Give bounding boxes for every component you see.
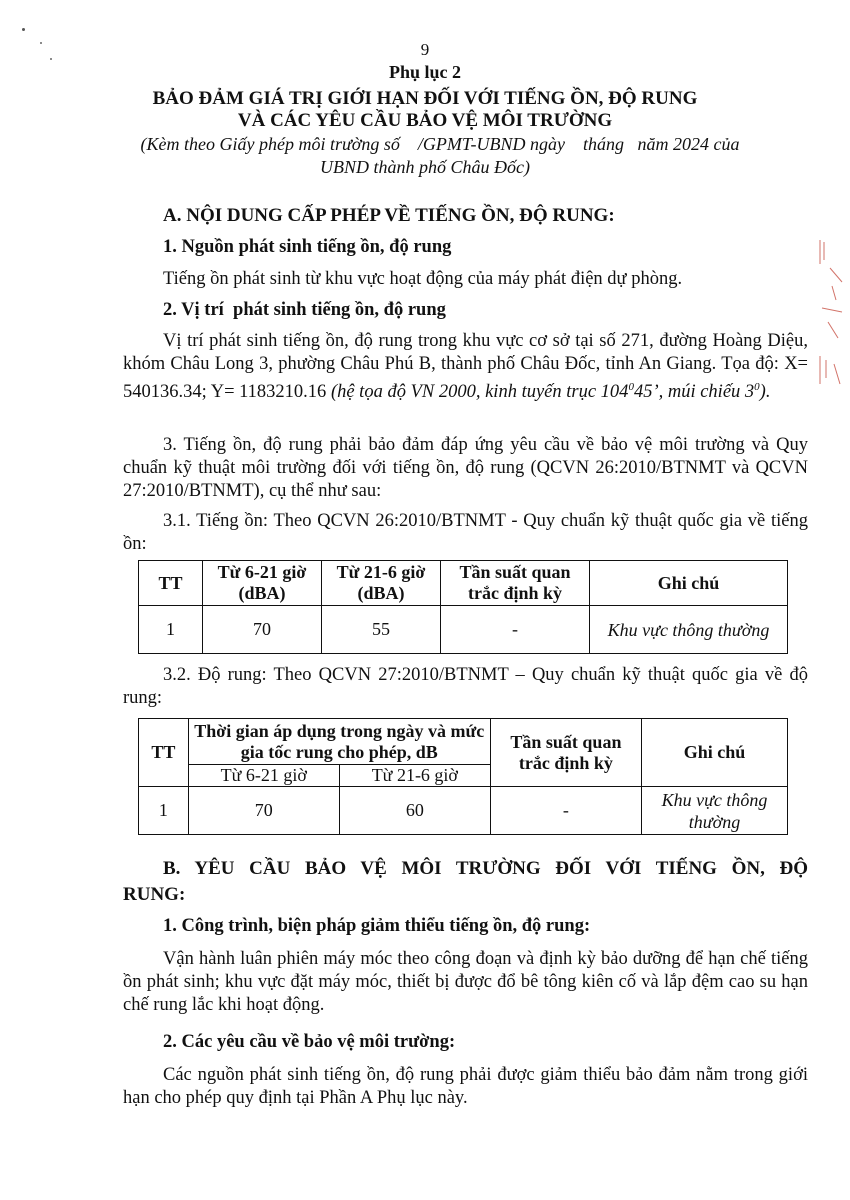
subtitle-line-1: (Kèm theo Giấy phép môi trường số /GPMT-UBND ngày tháng năm 2024 của [140, 134, 740, 154]
t2-header-group: Thời gian áp dụng trong ngày và mức gia tốc rung cho phép, dB [188, 719, 490, 765]
t1-header-frequency: Tần suất quan trắc định kỳ [441, 561, 590, 606]
t1-header-night: Từ 21-6 giờ (dBA) [322, 561, 441, 606]
a-item2-heading: 2. Vị trí phát sinh tiếng ồn, độ rung [163, 300, 446, 320]
t1-cell-day: 70 [203, 606, 322, 654]
t2-subheader-day: Từ 6-21 giờ [188, 765, 339, 787]
a-item31-text: 3.1. Tiếng ồn: Theo QCVN 26:2010/BTNMT - Quy chuẩn kỹ thuật quốc gia về tiếng ồn: [123, 511, 808, 554]
table-row [139, 787, 788, 835]
t1-header-tt: TT [139, 561, 203, 606]
a-item2-sup-b: 0 [754, 381, 760, 393]
a-item3-text: 3. Tiếng ồn, độ rung phải bảo đảm đáp ứng yêu cầu về bảo vệ môi trường và Quy chuẩn kỹ thuật môi trường đối với tiếng ồn, độ rung (QCVN 26:2010/BTNMT và QCVN 27:2010/BTNMT), cụ thể như sau: [123, 435, 808, 501]
table-row [139, 606, 788, 654]
t2-cell-night: 60 [339, 787, 490, 835]
margin-stamp-mark [816, 238, 848, 388]
a-item2-text [123, 330, 808, 404]
a-item1-text: Tiếng ồn phát sinh từ khu vực hoạt động của máy phát điện dự phòng. [163, 269, 683, 289]
appendix-label: Phụ lục 2 [388, 62, 462, 82]
vibration-limit-table [138, 718, 788, 835]
page-number: 9 [420, 40, 430, 59]
t1-cell-frequency: - [441, 606, 590, 654]
subtitle-line-2: UBND thành phố Châu Đốc) [320, 157, 530, 177]
t2-cell-day: 70 [188, 787, 339, 835]
t1-header-note: Ghi chú [590, 561, 788, 606]
b-item1-text: Vận hành luân phiên máy móc theo công đoạn và định kỳ bảo dưỡng để hạn chế tiếng ồn phát sinh; khu vực đặt máy móc, thiết bị được đổ bê tông kiên cố và lắp đệm cao su hạn chế rung lắc khi hoạt động. [123, 949, 808, 1015]
t2-header-note: Ghi chú [641, 719, 787, 787]
t1-cell-tt: 1 [139, 606, 203, 654]
t2-header-frequency: Tần suất quan trắc định kỳ [490, 719, 641, 787]
t1-header-day: Từ 6-21 giờ (dBA) [203, 561, 322, 606]
a-item2-main: Vị trí phát sinh tiếng ồn, độ rung trong khu vực cơ sở tại số 271, đường Hoàng Diệu, khóm Châu Long 3, phường Châu Phú B, thành phố Châu Đốc, tỉnh An Giang. Tọa độ: X= 540136.34; Y= 1183210.16 [123, 331, 808, 403]
t2-subheader-night: Từ 21-6 giờ [339, 765, 490, 787]
section-b-heading-line-2: RUNG: [123, 884, 186, 905]
a-item2-sup-a: 0 [628, 381, 634, 393]
t2-cell-tt: 1 [139, 787, 189, 835]
b-item1-heading: 1. Công trình, biện pháp giảm thiểu tiếng ồn, độ rung: [163, 916, 591, 936]
a-item1-heading: 1. Nguồn phát sinh tiếng ồn, độ rung [163, 237, 452, 257]
a-item32-text: 3.2. Độ rung: Theo QCVN 27:2010/BTNMT – Quy chuẩn kỹ thuật quốc gia về độ rung: [123, 665, 808, 708]
a-item2-meridian: 45’, múi chiếu 3 [633, 382, 755, 403]
a-item2-close: ). [759, 382, 771, 403]
noise-limit-table [138, 560, 788, 654]
section-a-heading: A. NỘI DUNG CẤP PHÉP VỀ TIẾNG ỒN, ĐỘ RUNG: [163, 205, 615, 226]
section-b-heading-line-1: B. YÊU CẦU BẢO VỆ MÔI TRƯỜNG ĐỐI VỚI TIẾNG ỒN, ĐỘ [163, 858, 808, 879]
title-line-1: BẢO ĐẢM GIÁ TRỊ GIỚI HẠN ĐỐI VỚI TIẾNG ỒN, ĐỘ RUNG [152, 88, 698, 109]
t2-header-tt: TT [139, 719, 189, 787]
title-line-2: VÀ CÁC YÊU CẦU BẢO VỆ MÔI TRƯỜNG [237, 110, 613, 131]
t2-cell-note: Khu vực thông thường [641, 787, 787, 835]
b-item2-text: Các nguồn phát sinh tiếng ồn, độ rung phải được giảm thiểu bảo đảm nằm trong giới hạn cho phép quy định tại Phần A Phụ lục này. [123, 1065, 808, 1108]
scan-speck [22, 28, 25, 31]
t1-cell-night: 55 [322, 606, 441, 654]
b-item2-heading: 2. Các yêu cầu về bảo vệ môi trường: [163, 1032, 456, 1052]
a-item2-coord-system: (hệ tọa độ VN 2000, kinh tuyến trục 104 [330, 382, 629, 403]
t1-cell-note: Khu vực thông thường [590, 606, 788, 654]
t2-cell-frequency: - [490, 787, 641, 835]
